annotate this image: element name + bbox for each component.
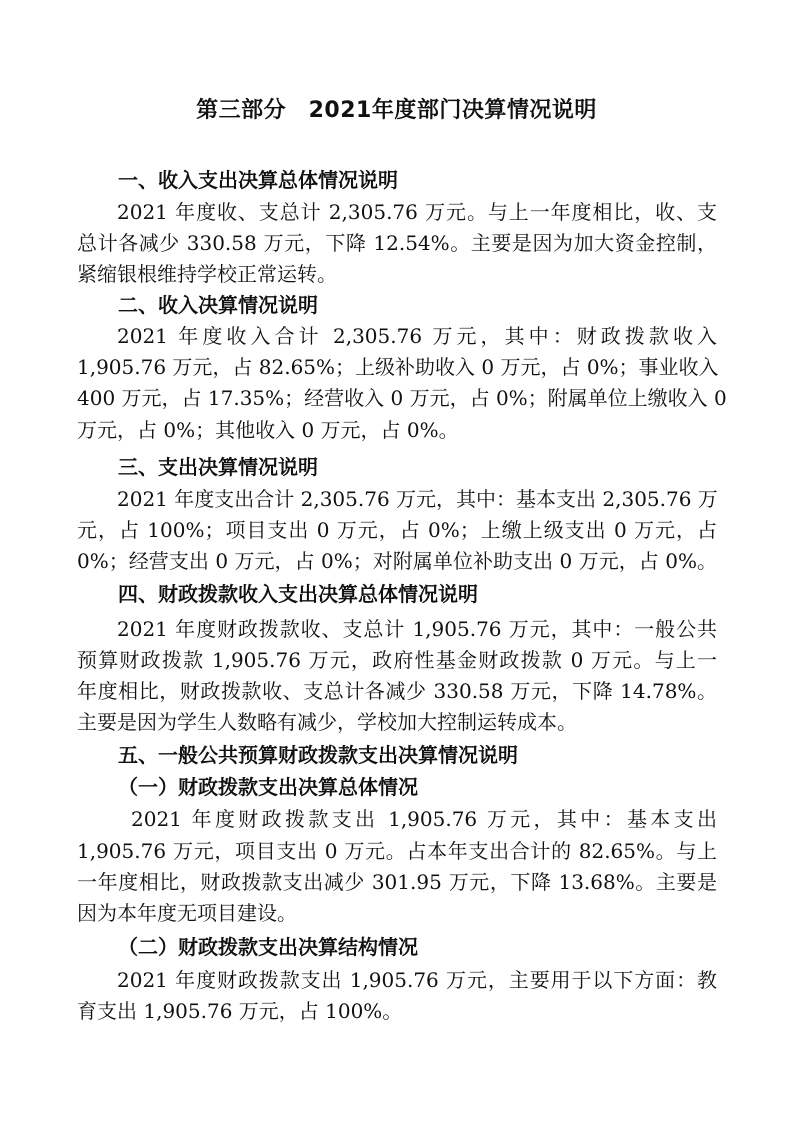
paragraph-line: 1,905.76 万元，占 82.65%；上级补助收入 0 万元，占 0%；事业收入 xyxy=(77,355,719,379)
paragraph-line: 2021 年度支出合计 2,305.76 万元，其中：基本支出 2,305.76 万 xyxy=(117,487,718,511)
paragraph-line: 一年度相比，财政拨款支出减少 301.95 万元，下降 13.68%。主要是 xyxy=(77,870,717,894)
paragraph-line: 元，占 100%；项目支出 0 万元，占 0%；上缴上级支出 0 万元，占 xyxy=(77,518,717,542)
paragraph-line: 年度相比，财政拨款收、支总计各减少 330.58 万元，下降 14.78%。 xyxy=(77,679,717,703)
paragraph-line: 因为本年度无项目建设。 xyxy=(77,901,297,925)
paragraph-line: 万元，占 0%；其他收入 0 万元，占 0%。 xyxy=(77,418,459,442)
section-heading-5: 五、一般公共预算财政拨款支出决算情况说明 xyxy=(118,743,518,767)
section-heading-2: 二、收入决算情况说明 xyxy=(118,293,318,317)
paragraph-line: 2021 年度财政拨款收、支总计 1,905.76 万元，其中：一般公共 xyxy=(117,617,717,641)
subsection-heading-1: （一）财政拨款支出决算总体情况 xyxy=(118,775,418,799)
paragraph-line: 育支出 1,905.76 万元，占 100%。 xyxy=(77,999,403,1023)
paragraph-line: 2021 年度财政拨款支出 1,905.76 万元，主要用于以下方面：教 xyxy=(117,968,717,992)
paragraph-line: 0%；经营支出 0 万元，占 0%；对附属单位补助支出 0 万元，占 0%。 xyxy=(77,549,717,573)
paragraph-line: 2021 年度收入合计 2,305.76 万元，其中：财政拨款收入 xyxy=(117,324,717,348)
paragraph-line: 预算财政拨款 1,905.76 万元，政府性基金财政拨款 0 万元。与上一 xyxy=(77,648,717,672)
section-heading-3: 三、支出决算情况说明 xyxy=(118,455,318,479)
paragraph-line: 总计各减少 330.58 万元，下降 12.54%。主要是因为加大资金控制， xyxy=(77,231,717,255)
paragraph-line: 2021 年度收、支总计 2,305.76 万元。与上一年度相比，收、支 xyxy=(117,200,717,224)
paragraph-line: 1,905.76 万元，项目支出 0 万元。占本年支出合计的 82.65%。与上 xyxy=(77,839,717,863)
paragraph-line: 主要是因为学生人数略有减少，学校加大控制运转成本。 xyxy=(77,710,577,734)
page-title: 第三部分 2021年度部门决算情况说明 xyxy=(196,98,597,123)
paragraph-line: 紧缩银根维持学校正常运转。 xyxy=(77,262,337,286)
section-heading-4: 四、财政拨款收入支出决算总体情况说明 xyxy=(118,582,478,606)
paragraph-line: 400 万元，占 17.35%；经营收入 0 万元，占 0%；附属单位上缴收入 0 xyxy=(77,386,727,410)
section-heading-1: 一、收入支出决算总体情况说明 xyxy=(118,168,398,192)
paragraph-line: 2021 年度财政拨款支出 1,905.76 万元，其中：基本支出 xyxy=(131,807,717,831)
subsection-heading-2: （二）财政拨款支出决算结构情况 xyxy=(118,935,418,959)
